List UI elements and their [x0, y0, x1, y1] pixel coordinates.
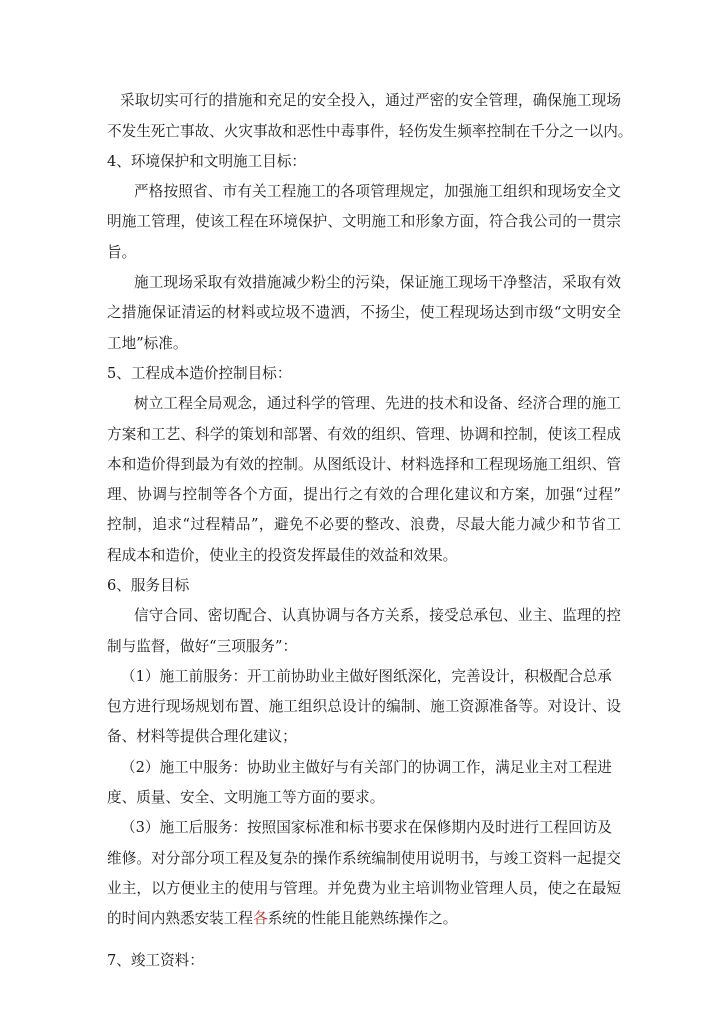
paragraph-line: 之措施保证清运的材料或垃圾不遗洒，不扬尘，使工程现场达到市级“文明安全 [107, 304, 621, 321]
line-text: 的时间内熟悉安装工程 [107, 910, 253, 927]
highlighted-char: 各 [252, 910, 268, 927]
line-text: 系统的性能且能熟练操作之。 [267, 910, 458, 927]
paragraph-line: 维修。对分部分项工程及复杂的操作系统编制使用说明书，与竣工资料一起提交 [107, 850, 621, 867]
paragraph-line: 采取切实可行的措施和充足的安全投入，通过严密的安全管理，确保施工现场 [120, 92, 621, 109]
section-heading: 7、竣工资料： [107, 952, 204, 969]
paragraph-line: 控制，追求“过程精品”，避免不必要的整改、浪费，尽最大能力减少和节省工 [107, 516, 621, 533]
paragraph-line: （1）施工前服务：开工前协助业主做好图纸深化，完善设计，积极配合总承 [121, 668, 612, 685]
paragraph-line [107, 909, 457, 929]
paragraph-line: 制与监督，做好“三项服务”： [107, 638, 298, 655]
paragraph-line: 信守合同、密切配合、认真协调与各方关系，接受总承包、业主、监理的控 [134, 607, 621, 624]
paragraph-line: 本和造价得到最为有效的控制。从图纸设计、材料选择和工程现场施工组织、管 [107, 456, 621, 473]
paragraph-line: 树立工程全局观念，通过科学的管理、先进的技术和设备、经济合理的施工 [134, 395, 621, 412]
paragraph-line: 严格按照省、市有关工程施工的各项管理规定，加强施工组织和现场安全文 [134, 183, 621, 200]
paragraph-line: 工地”标准。 [107, 335, 188, 352]
paragraph-line: 包方进行现场规划布置、施工组织总设计的编制、施工资源准备等。对设计、设 [107, 698, 621, 715]
paragraph-line: 程成本和造价，使业主的投资发挥最佳的效益和效果。 [107, 547, 458, 564]
paragraph-line: 旨。 [107, 244, 137, 261]
paragraph-line: 度、质量、安全、文明施工等方面的要求。 [107, 789, 385, 806]
paragraph-line: 不发生死亡事故、火灾事故和恶性中毒事件，轻伤发生频率控制在千分之一以内。 [107, 123, 633, 140]
paragraph-line: 明施工管理，使该工程在环境保护、文明施工和形象方面，符合我公司的一贯宗 [107, 213, 621, 230]
section-heading: 5、工程成本造价控制目标： [107, 365, 292, 382]
section-heading: 6、服务目标 [107, 577, 190, 594]
paragraph-line: 理、协调与控制等各个方面，提出行之有效的合理化建议和方案，加强“过程” [107, 486, 621, 503]
section-heading: 4、环境保护和文明施工目标： [107, 153, 307, 170]
paragraph-line: （3）施工后服务：按照国家标准和标书要求在保修期内及时进行工程回访及 [121, 819, 612, 836]
paragraph-line: 施工现场采取有效措施减少粉尘的污染，保证施工现场干净整洁，采取有效 [134, 274, 621, 291]
paragraph-line: 备、材料等提供合理化建议； [107, 728, 297, 745]
paragraph-line: 方案和工艺、科学的策划和部署、有效的组织、管理、协调和控制，使该工程成 [107, 426, 621, 443]
paragraph-line: 业主，以方便业主的使用与管理。并免费为业主培训物业管理人员，使之在最短 [107, 880, 621, 897]
paragraph-line: （2）施工中服务：协助业主做好与有关部门的协调工作，满足业主对工程进 [121, 759, 612, 776]
